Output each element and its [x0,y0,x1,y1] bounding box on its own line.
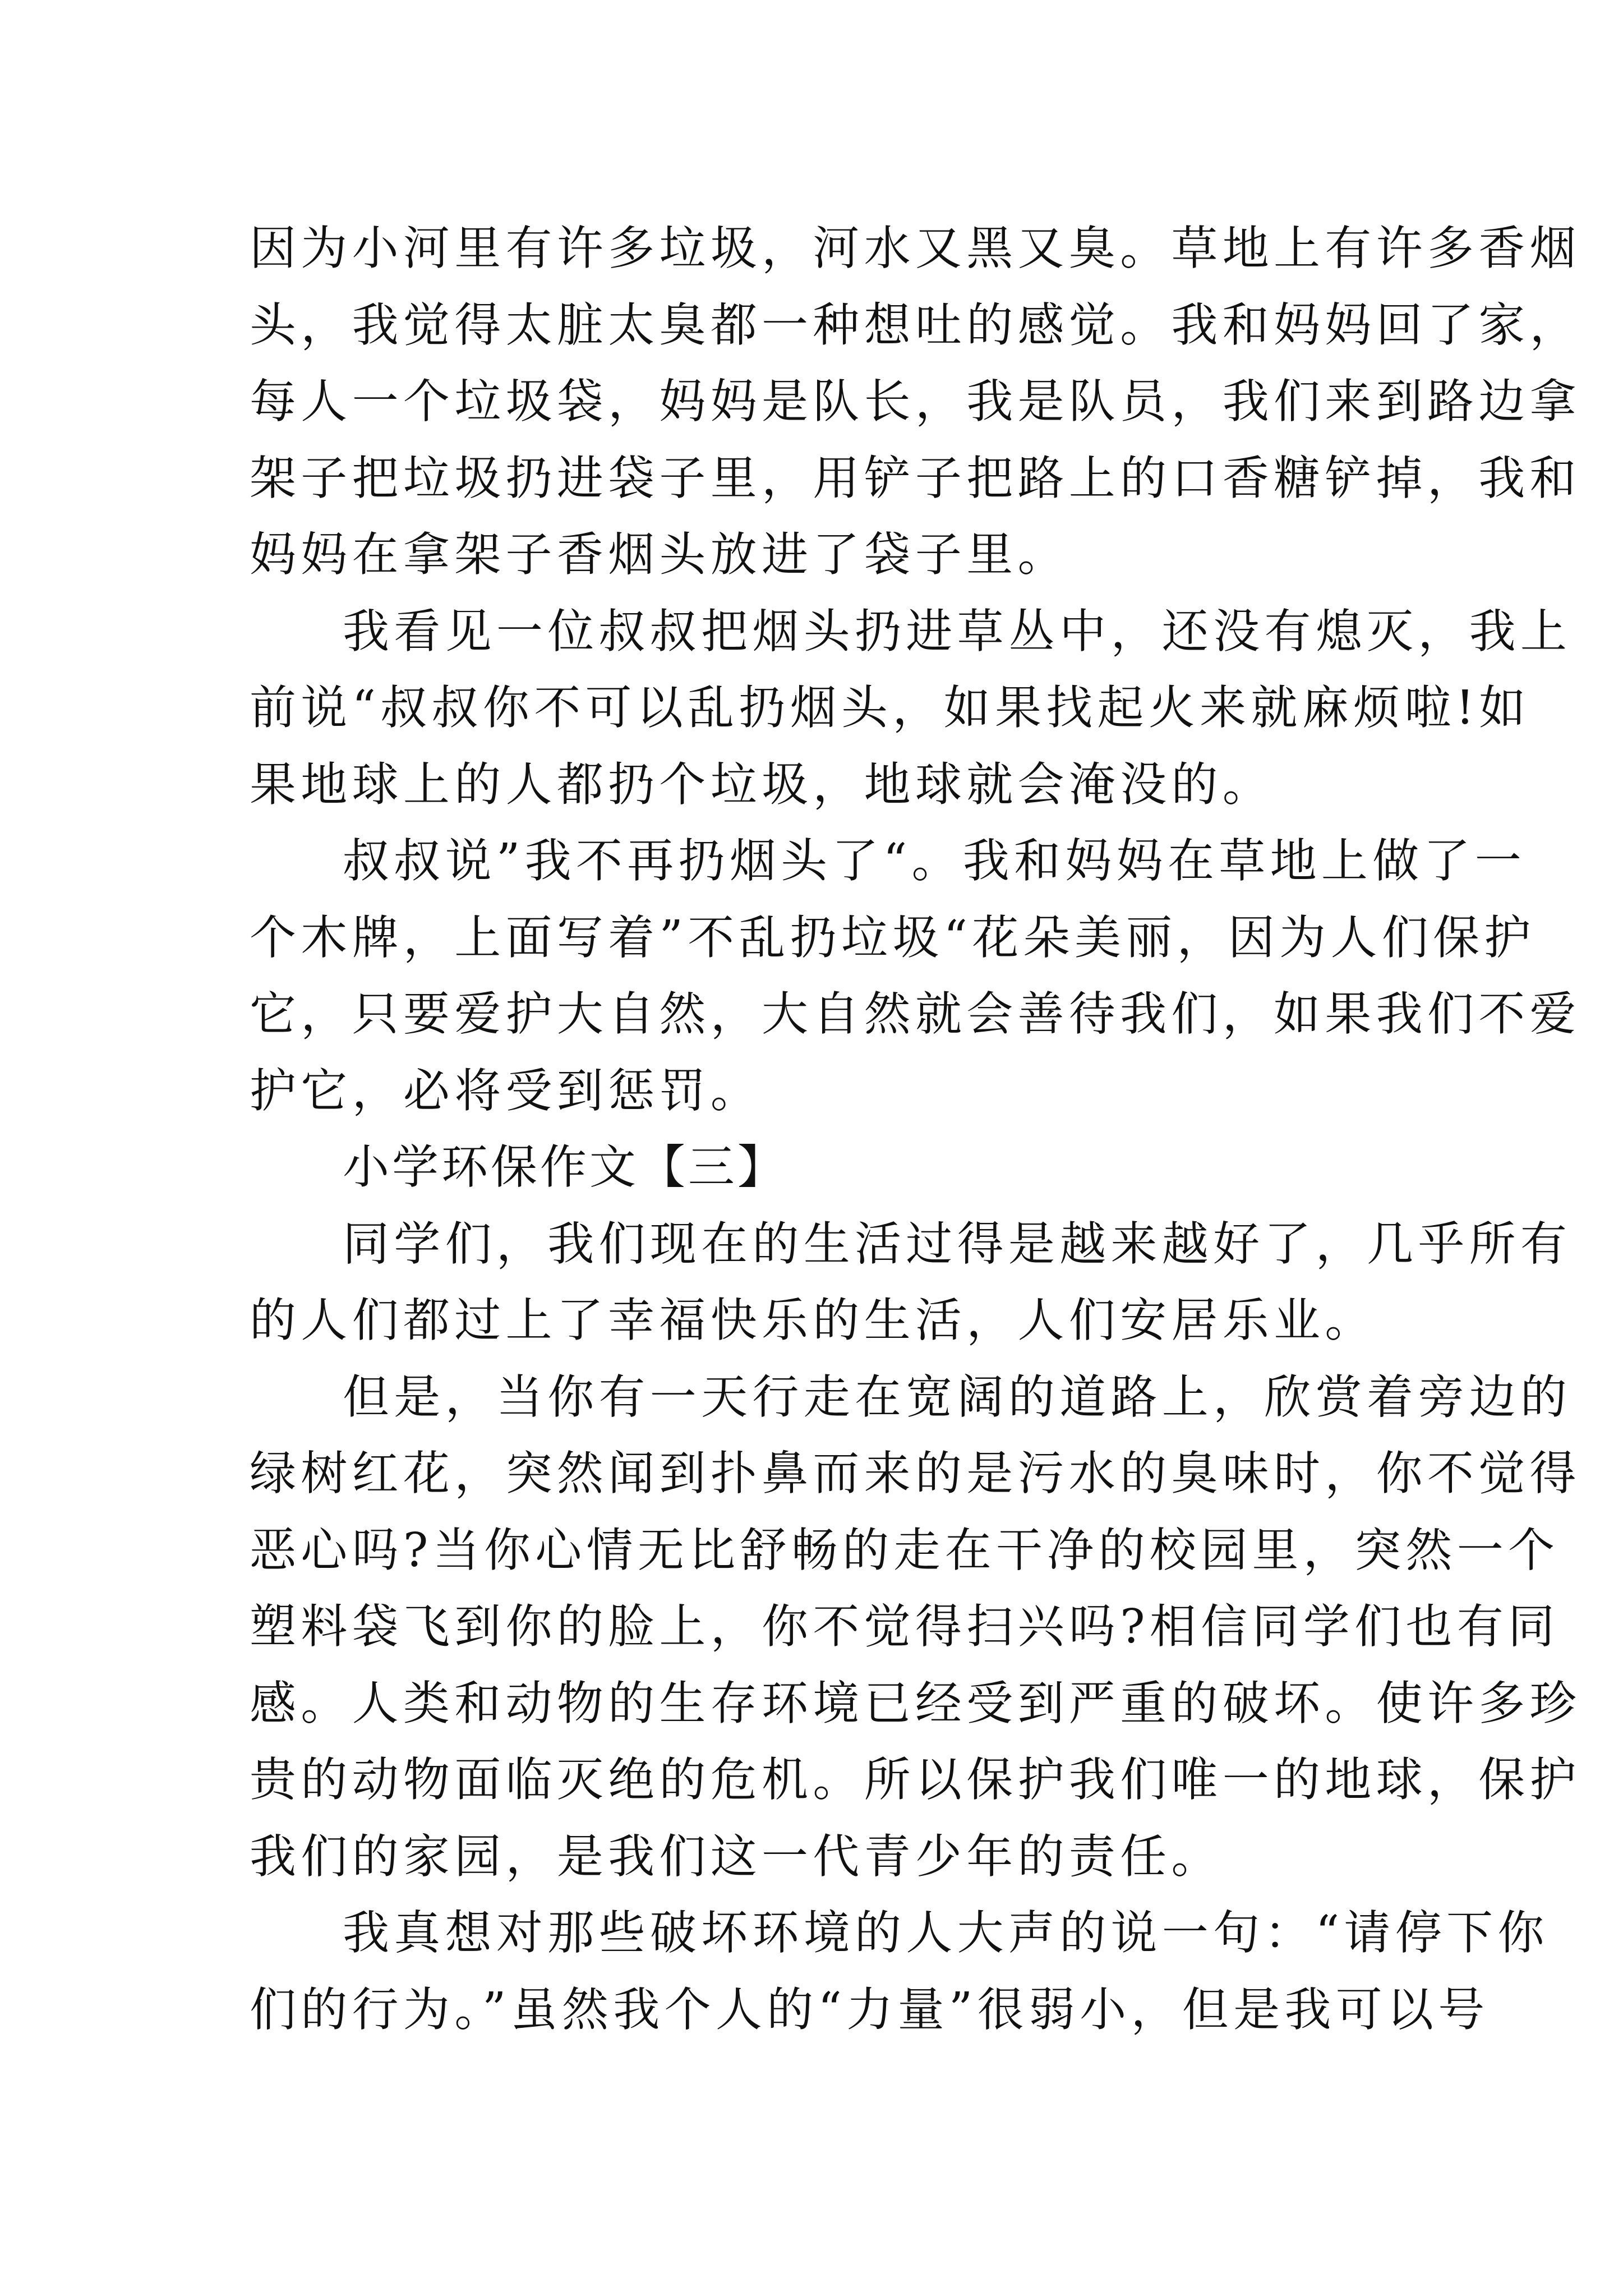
text-line: 贵的动物面临灭绝的危机。所以保护我们唯一的地球，保护 [250,1752,1581,1807]
text-line: 它，只要爱护大自然，大自然就会善待我们，如果我们不爱 [250,987,1581,1041]
text-line: 个木牌，上面写着”不乱扔垃圾“花朵美丽，因为人们保护 [250,910,1536,965]
text-line: 头，我觉得太脏太臭都一种想吐的感觉。我和妈妈回了家， [250,297,1581,352]
text-line: 我们的家园，是我们这一代青少年的责任。 [250,1829,1223,1884]
text-line: 前说“叔叔你不可以乱扔烟头，如果找起火来就麻烦啦!如 [250,680,1530,735]
document-body [250,210,1581,2048]
text-line: 护它，必将受到惩罚。 [250,1063,762,1118]
text-line: 们的行为。”虽然我个人的“力量”很弱小，但是我可以号 [250,1982,1490,2037]
text-line: 塑料袋飞到你的脸上，你不觉得扫兴吗?相信同学们也有同 [250,1599,1560,1654]
text-line: 的人们都过上了幸福快乐的生活，人们安居乐业。 [250,1293,1376,1347]
text-line: 绿树红花，突然闻到扑鼻而来的是污水的臭味时，你不觉得 [250,1446,1581,1501]
text-line: 每人一个垃圾袋，妈妈是队长，我是队员，我们来到路边拿 [250,374,1581,429]
text-line: 我看见一位叔叔把烟头扔进草丛中，还没有熄灭，我上 [343,604,1572,659]
text-line: 叔叔说”我不再扔烟头了“。我和妈妈在草地上做了一 [343,834,1527,888]
text-line: 感。人类和动物的生存环境已经受到严重的破坏。使许多珍 [250,1676,1581,1731]
text-line: 我真想对那些破坏环境的人大声的说一句：“请停下你 [343,1906,1549,1960]
text-line: 同学们，我们现在的生活过得是越来越好了，几乎所有 [343,1216,1572,1271]
text-line: 架子把垃圾扔进袋子里，用铲子把路上的口香糖铲掉，我和 [250,450,1581,505]
section-heading: 小学环保作文【三】 [343,1140,787,1194]
text-line: 恶心吗?当你心情无比舒畅的走在干净的校园里，突然一个 [250,1522,1560,1577]
text-line: 因为小河里有许多垃圾，河水又黑又臭。草地上有许多香烟 [250,221,1581,275]
text-line: 妈妈在拿架子香烟头放进了袋子里。 [250,527,1069,582]
text-line: 果地球上的人都扔个垃圾，地球就会淹没的。 [250,757,1274,812]
text-line: 但是，当你有一天行走在宽阔的道路上，欣赏着旁边的 [343,1369,1572,1424]
